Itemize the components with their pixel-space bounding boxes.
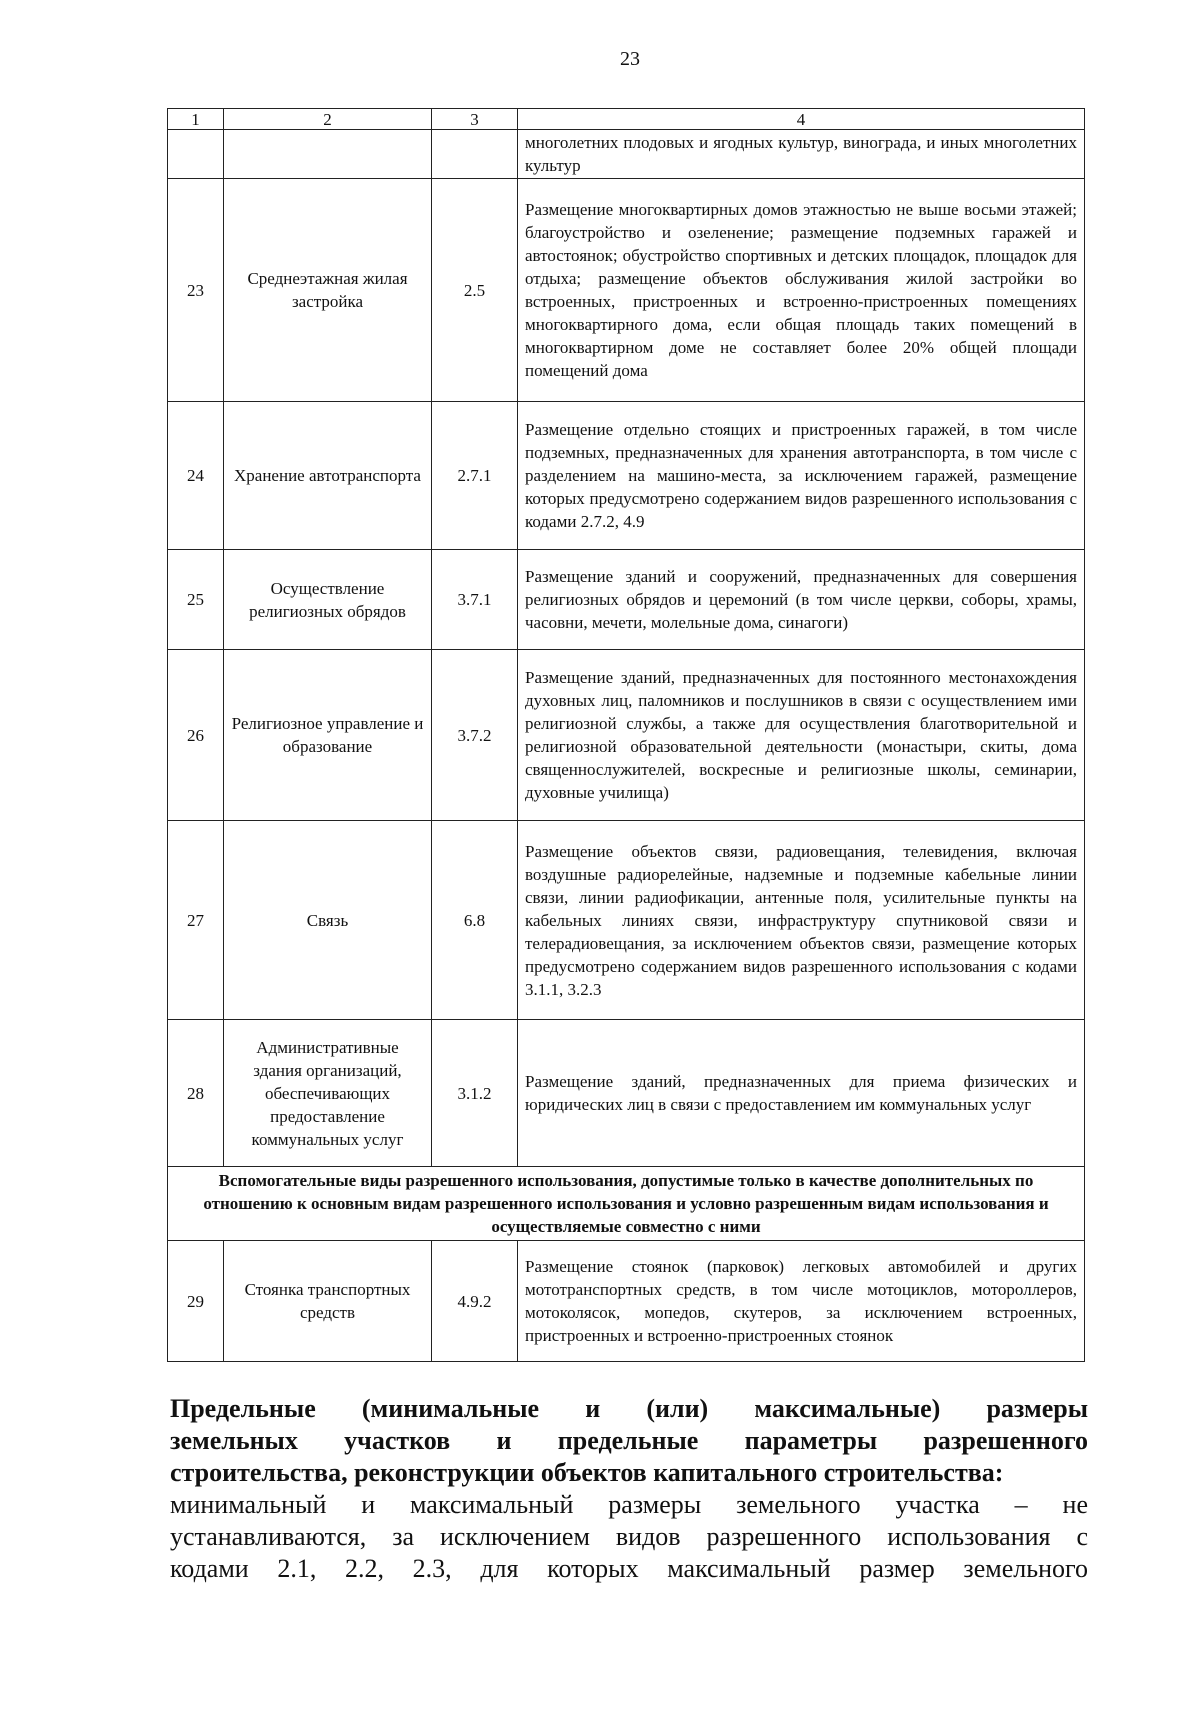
- table-row: [168, 821, 1085, 1020]
- use-description: Размещение зданий, предназначенных для постоянного местонахождения духовных лиц, паломников и послушников в связи с осуществлением ими религиозной службы, а также для осуществления благотворительной и религиозной образовательной деятельности (монастыри, скиты, дома священнослужителей, воскресные и религиозные школы, семинарии, духовные училища): [518, 650, 1085, 821]
- parameters-text: [170, 1393, 1088, 1585]
- row-number: 29: [168, 1241, 224, 1362]
- heading-line: Предельные (минимальные и (или) максимальные) размеры: [170, 1394, 1088, 1423]
- use-description: Размещение стоянок (парковок) легковых автомобилей и других мототранспортных средств, в том числе мотоциклов, мотороллеров, мотоколясок, мопедов, скутеров, за исключением встроенных, пристроенных и встроенно-пристроенных стоянок: [518, 1241, 1085, 1362]
- use-description: Размещение отдельно стоящих и пристроенных гаражей, в том числе подземных, предназначенных для хранения автотранспорта, в том числе с разделением на машино-места, за исключением гаражей, размещение которых предусмотрено содержанием видов разрешенного использования с кодами 2.7.2, 4.9: [518, 402, 1085, 550]
- header-col-1: 1: [168, 109, 224, 130]
- use-name: Стоянка транспортных средств: [224, 1241, 432, 1362]
- body-line: кодами 2.1, 2.2, 2.3, для которых максимальный размер земельного: [170, 1554, 1088, 1583]
- table-row: [168, 650, 1085, 821]
- use-description: многолетних плодовых и ягодных культур, винограда, и иных многолетних культур: [518, 130, 1085, 179]
- row-number: 23: [168, 179, 224, 402]
- table-header-row: [168, 109, 1085, 130]
- table-row: [168, 130, 1085, 179]
- use-code: [432, 130, 518, 179]
- table-row: [168, 550, 1085, 650]
- use-description: Размещение многоквартирных домов этажностью не выше восьми этажей; благоустройство и озеленение; размещение подземных гаражей и автостоянок; обустройство спортивных и детских площадок, площадок для отдыха; размещение объектов обслуживания жилой застройки во встроенных, пристроенных и встроенно-пристроенных помещениях многоквартирного дома, если общая площадь таких помещений в многоквартирном доме не составляет более 20% общей площади помещений дома: [518, 179, 1085, 402]
- use-description: Размещение объектов связи, радиовещания, телевидения, включая воздушные радиорелейные, надземные и подземные кабельные линии связи, линии радиофикации, антенные поля, усилительные пункты на кабельных линиях связи, инфраструктуру спутниковой связи и телерадиовещания, за исключением объектов связи, размещение которых предусмотрено содержанием видов разрешенного использования с кодами 3.1.1, 3.2.3: [518, 821, 1085, 1020]
- header-col-3: 3: [432, 109, 518, 130]
- body-line: минимальный и максимальный размеры земельного участка – не: [170, 1490, 1088, 1519]
- body-line: устанавливаются, за исключением видов разрешенного использования с: [170, 1522, 1088, 1551]
- use-code: 3.7.2: [432, 650, 518, 821]
- use-description: Размещение зданий и сооружений, предназначенных для совершения религиозных обрядов и церемоний (в том числе церкви, соборы, храмы, часовни, мечети, молельные дома, синагоги): [518, 550, 1085, 650]
- table-row: [168, 1020, 1085, 1167]
- use-code: 3.7.1: [432, 550, 518, 650]
- use-name: Административные здания организаций, обеспечивающих предоставление коммунальных услуг: [224, 1020, 432, 1167]
- use-code: 3.1.2: [432, 1020, 518, 1167]
- row-number: 28: [168, 1020, 224, 1167]
- table-row: [168, 1241, 1085, 1362]
- use-name: Связь: [224, 821, 432, 1020]
- use-name: Осуществление религиозных обрядов: [224, 550, 432, 650]
- row-number: 25: [168, 550, 224, 650]
- section-title: Вспомогательные виды разрешенного использования, допустимые только в качестве дополнительных по отношению к основным видам разрешенного использования и условно разрешенным видам использования и осуществляемые совместно с ними: [168, 1167, 1085, 1241]
- row-number: 27: [168, 821, 224, 1020]
- heading-line: строительства, реконструкции объектов капитального строительства:: [170, 1458, 1004, 1487]
- use-code: 4.9.2: [432, 1241, 518, 1362]
- use-name: Хранение автотранспорта: [224, 402, 432, 550]
- table-row: [168, 179, 1085, 402]
- use-name: Среднеэтажная жилая застройка: [224, 179, 432, 402]
- use-code: 2.5: [432, 179, 518, 402]
- use-code: 2.7.1: [432, 402, 518, 550]
- use-name: Религиозное управление и образование: [224, 650, 432, 821]
- use-description: Размещение зданий, предназначенных для приема физических и юридических лиц в связи с предоставлением им коммунальных услуг: [518, 1020, 1085, 1167]
- section-header-row: [168, 1167, 1085, 1241]
- row-number: 24: [168, 402, 224, 550]
- use-name: [224, 130, 432, 179]
- land-use-table: [167, 108, 1085, 1362]
- header-col-4: 4: [518, 109, 1085, 130]
- use-code: 6.8: [432, 821, 518, 1020]
- header-col-2: 2: [224, 109, 432, 130]
- heading-line: земельных участков и предельные параметры разрешенного: [170, 1426, 1088, 1455]
- row-number: [168, 130, 224, 179]
- row-number: 26: [168, 650, 224, 821]
- page-number: 23: [620, 48, 640, 70]
- table-row: [168, 402, 1085, 550]
